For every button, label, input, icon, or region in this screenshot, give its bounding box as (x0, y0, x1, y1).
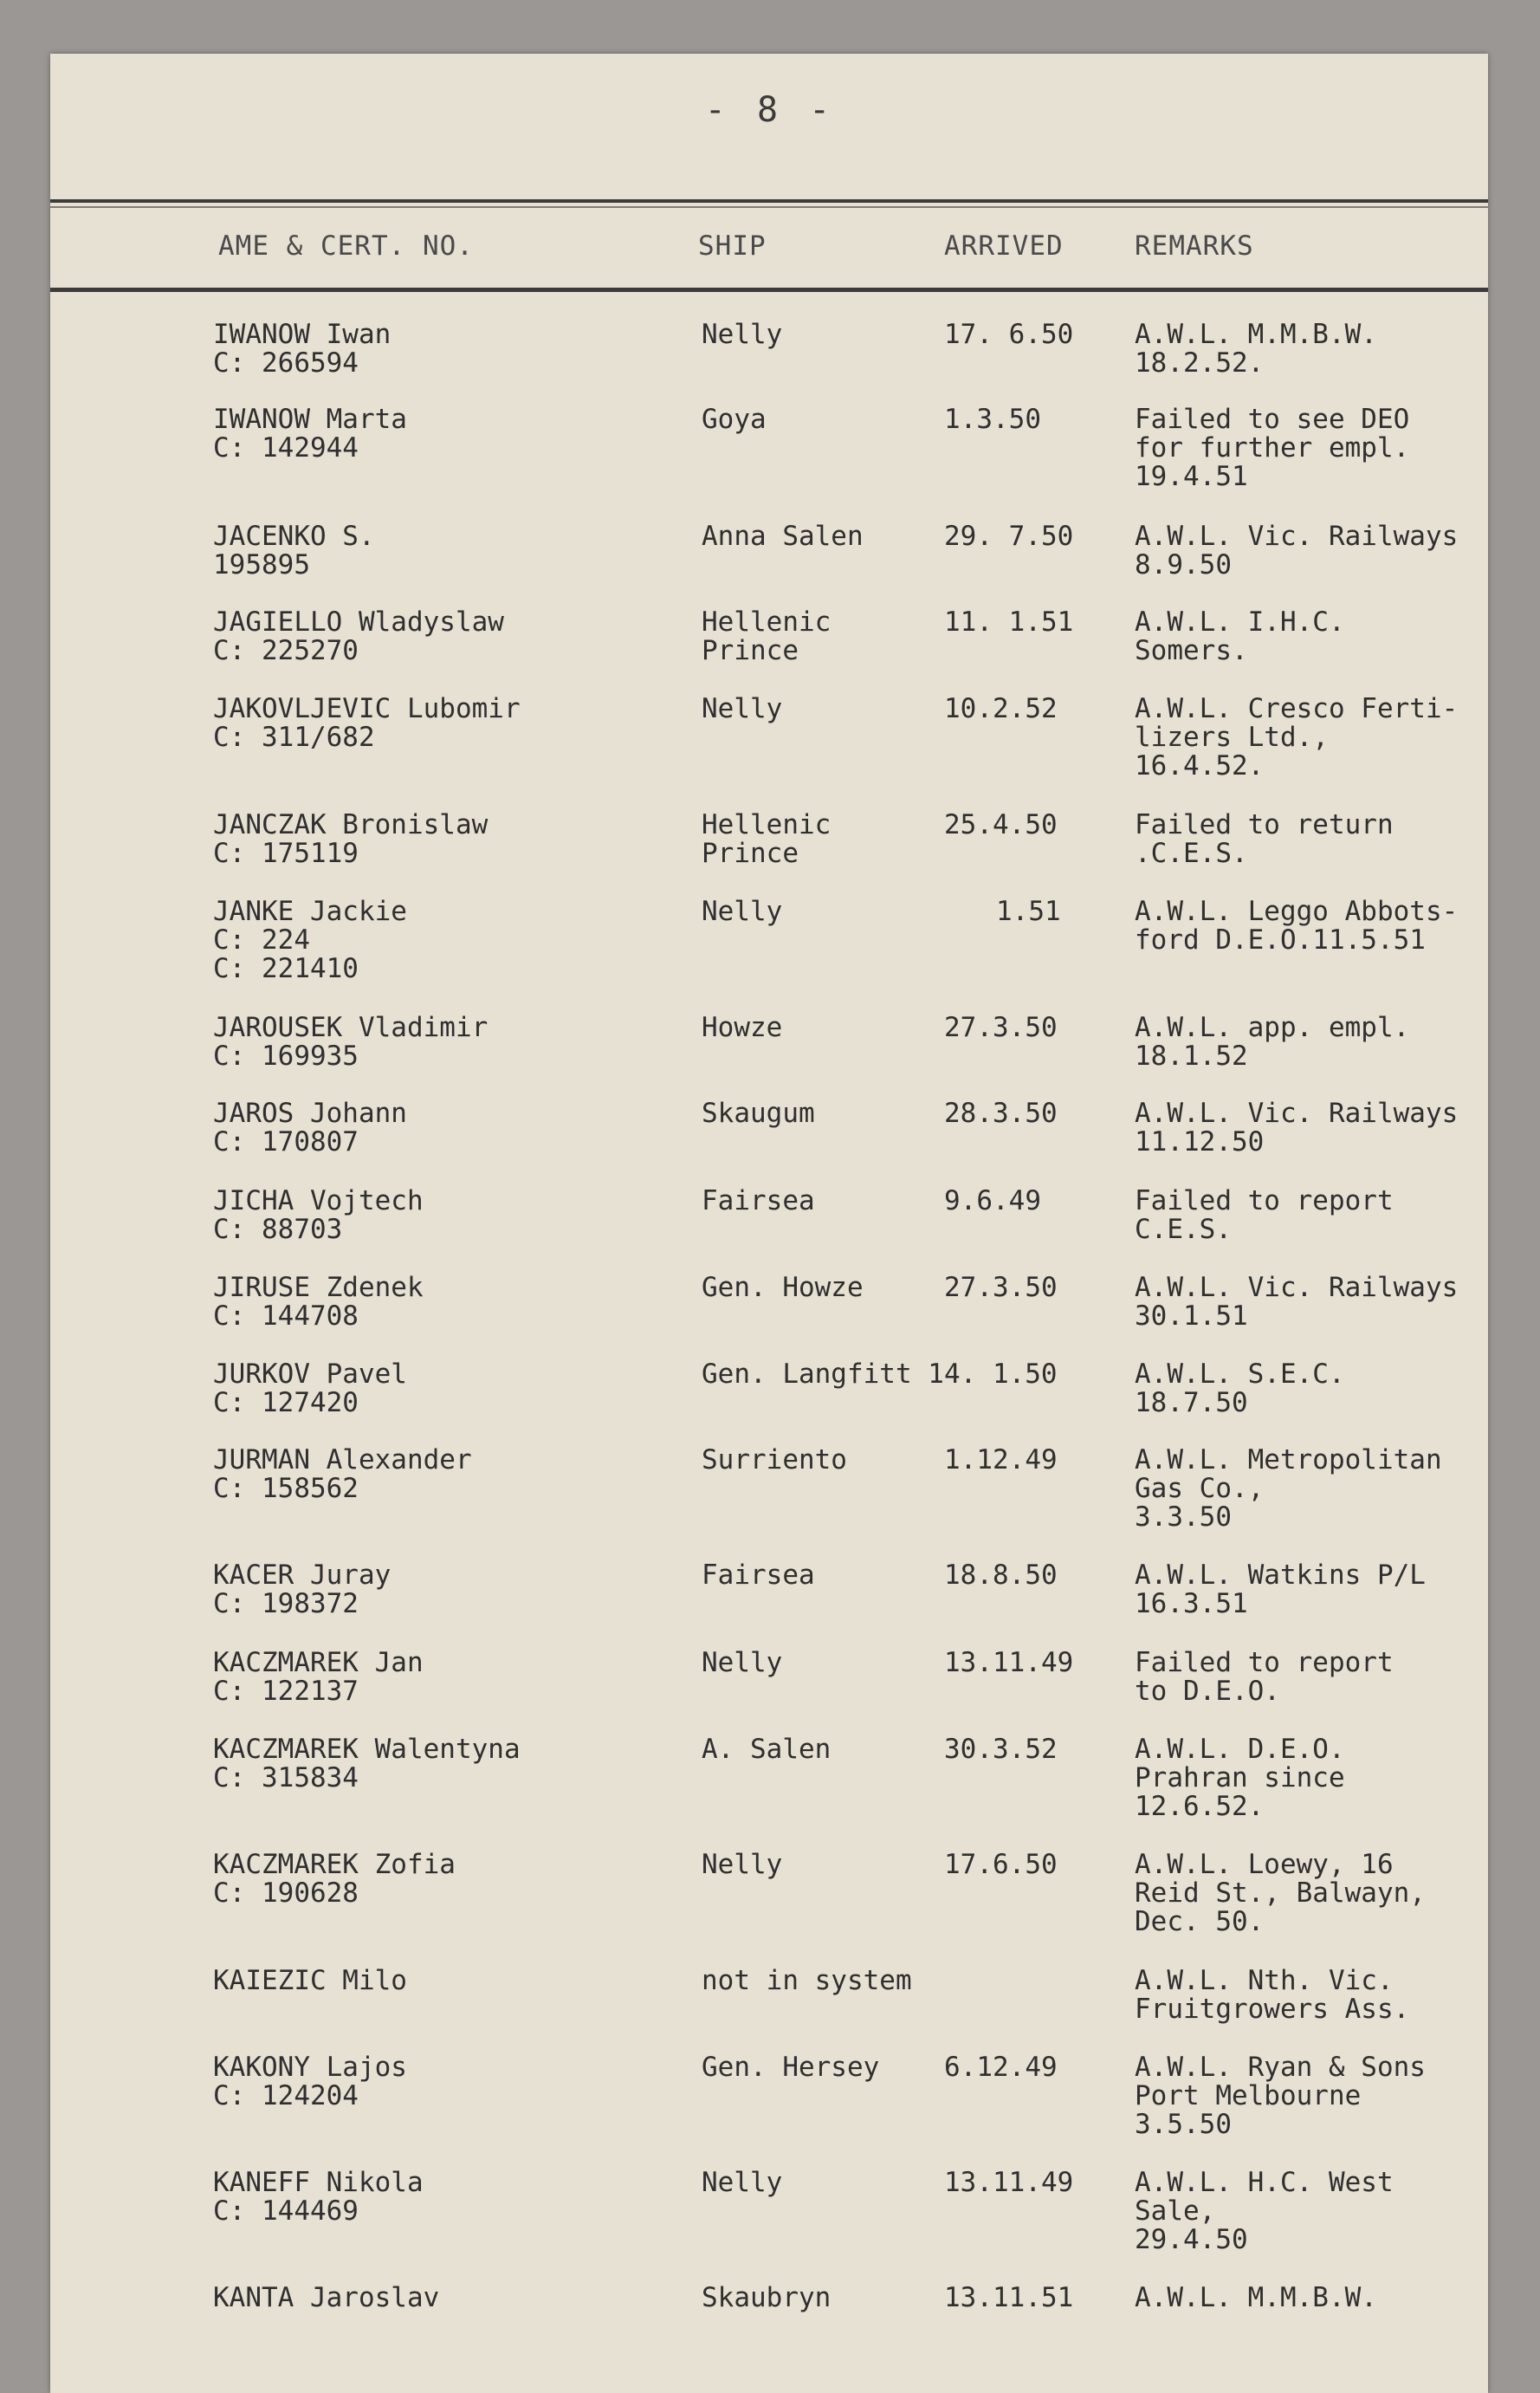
record-ship (702, 1446, 847, 1475)
record-name-line: C: 124204 (213, 2080, 359, 2111)
record-arrived: 13.11.49 (944, 1647, 1074, 1678)
header-arrived: ARRIVED (944, 230, 1064, 262)
record-arrived: 1.3.50 (944, 404, 1041, 435)
record-remarks-line: 18.2.52. (1135, 347, 1265, 379)
record-remarks-line: 3.5.50 (1135, 2109, 1232, 2140)
record-remarks-line: 8.9.50 (1135, 549, 1232, 580)
record-ship-line: Howze (702, 1012, 783, 1043)
record-remarks-line: A.W.L. H.C. West (1135, 2167, 1394, 2198)
record-name (213, 1649, 424, 1706)
record-remarks-line: 30.1.51 (1135, 1300, 1248, 1332)
record-name-line: JAGIELLO Wladyslaw (213, 606, 504, 638)
record-ship-line: Surriento (702, 1444, 847, 1475)
record-name-line: KACER Juray (213, 1560, 391, 1591)
record-ship-line: Nelly (702, 319, 783, 350)
record-name-line: C: 170807 (213, 1126, 359, 1158)
record-remarks-line: A.W.L. Metropolitan (1135, 1444, 1442, 1475)
record-ship-line: A. Salen (702, 1734, 831, 1765)
record-ship (702, 608, 831, 665)
record-ship-line: Gen. Hersey (702, 2052, 880, 2083)
record-remarks (1135, 1649, 1394, 1706)
top-rule-secondary (50, 206, 1488, 208)
record-name-line: C: 198372 (213, 1588, 359, 1619)
record-arrived: 13.11.51 (944, 2282, 1074, 2313)
record-ship (702, 1561, 815, 1590)
record-name-line: KACZMAREK Zofia (213, 1849, 456, 1880)
record-ship (702, 1274, 864, 1302)
record-ship (702, 2053, 879, 2082)
record-ship (702, 2284, 831, 2312)
record-remarks (1135, 1561, 1426, 1618)
record-remarks-line: A.W.L. Loewy, 16 (1135, 1849, 1394, 1880)
record-name (213, 2169, 424, 2226)
record-ship (702, 1099, 815, 1128)
header-ship: SHIP (698, 230, 767, 262)
record-name (213, 1735, 521, 1793)
record-ship (702, 1014, 782, 1042)
record-name-line: C: 169935 (213, 1041, 359, 1072)
record-remarks-line: A.W.L. Watkins P/L (1135, 1560, 1426, 1591)
record-name-line: C: 122137 (213, 1676, 359, 1707)
record-ship-line: Prince (702, 838, 799, 869)
record-name (213, 1967, 407, 1995)
record-name-line: C: 315834 (213, 1762, 359, 1793)
record-arrived: 11. 1.51 (944, 606, 1074, 638)
record-name-line: IWANOW Marta (213, 404, 407, 435)
record-remarks-line: Dec. 50. (1135, 1906, 1265, 1937)
record-remarks-line: 12.6.52. (1135, 1791, 1265, 1822)
record-ship (702, 1735, 831, 1764)
record-name-line: 195895 (213, 549, 310, 580)
record-remarks-line: A.W.L. Cresco Ferti- (1135, 693, 1459, 724)
record-ship (702, 321, 782, 349)
record-name-line: KACZMAREK Jan (213, 1647, 424, 1678)
record-remarks (1135, 1735, 1345, 1821)
record-ship-line: Nelly (702, 693, 783, 724)
record-name-line: C: 142944 (213, 432, 359, 464)
record-remarks-line: A.W.L. Vic. Railways (1135, 1098, 1459, 1129)
record-ship-line: Fairsea (702, 1185, 815, 1216)
record-ship-line: Prince (702, 635, 799, 666)
record-name (213, 1187, 424, 1244)
record-ship-line: Nelly (702, 896, 783, 927)
record-remarks-line: lizers Ltd., (1135, 722, 1329, 753)
record-name-line: KANEFF Nikola (213, 2167, 424, 2198)
record-ship (702, 1649, 782, 1677)
record-remarks-line: A.W.L. S.E.C. (1135, 1359, 1345, 1390)
record-arrived: 18.8.50 (944, 1560, 1058, 1591)
record-name-line: C: 266594 (213, 347, 359, 379)
record-remarks (1135, 405, 1409, 491)
record-name (213, 321, 391, 378)
record-ship-line: Goya (702, 404, 767, 435)
record-name-line: C: 311/682 (213, 722, 375, 753)
record-remarks (1135, 321, 1377, 378)
record-remarks (1135, 811, 1394, 868)
record-name-line: C: 127420 (213, 1387, 359, 1418)
record-remarks-line: Sale, (1135, 2195, 1216, 2227)
record-remarks-line: .C.E.S. (1135, 838, 1248, 869)
record-name (213, 522, 375, 580)
record-remarks (1135, 608, 1345, 665)
record-remarks (1135, 1099, 1458, 1157)
record-ship (702, 522, 864, 551)
record-name-line: C: 144469 (213, 2195, 359, 2227)
record-name-line: KAIEZIC Milo (213, 1965, 407, 1996)
record-remarks-line: 16.4.52. (1135, 750, 1265, 781)
record-remarks (1135, 2284, 1377, 2312)
record-arrived: 17. 6.50 (944, 319, 1074, 350)
record-name-line: JURMAN Alexander (213, 1444, 472, 1475)
page-number: - 8 - (704, 90, 836, 130)
record-name (213, 1014, 488, 1071)
record-remarks (1135, 1851, 1426, 1936)
record-name-line: JAKOVLJEVIC Lubomir (213, 693, 521, 724)
record-name-line: C: 224 (213, 924, 310, 956)
record-remarks (1135, 522, 1458, 580)
record-remarks-line: 11.12.50 (1135, 1126, 1265, 1158)
record-remarks (1135, 695, 1458, 781)
record-remarks-line: Port Melbourne (1135, 2080, 1362, 2111)
record-remarks-line: A.W.L. app. empl. (1135, 1012, 1410, 1043)
record-name-line: C: 190628 (213, 1877, 359, 1909)
record-ship-line: Gen. Langfitt 14. 1.50 (702, 1359, 1058, 1390)
record-ship (702, 695, 782, 723)
record-remarks-line: A.W.L. Leggo Abbots- (1135, 896, 1459, 927)
record-name (213, 811, 488, 868)
record-remarks-line: ford D.E.O.11.5.51 (1135, 924, 1426, 956)
record-name (213, 1561, 391, 1618)
record-ship-line: Nelly (702, 1849, 783, 1880)
record-ship (702, 2169, 782, 2197)
record-arrived: 10.2.52 (944, 693, 1058, 724)
record-name-line: JAROS Johann (213, 1098, 407, 1129)
record-ship (702, 405, 767, 434)
record-name-line: JAROUSEK Vladimir (213, 1012, 489, 1043)
record-remarks (1135, 1967, 1409, 2024)
record-remarks-line: Gas Co., (1135, 1473, 1265, 1504)
record-ship-line: Anna Salen (702, 521, 864, 552)
record-name-line: C: 175119 (213, 838, 359, 869)
record-ship (702, 1967, 912, 1995)
record-remarks-line: A.W.L. M.M.B.W. (1135, 2282, 1377, 2313)
record-name-line: C: 225270 (213, 635, 359, 666)
record-remarks-line: A.W.L. Ryan & Sons (1135, 2052, 1426, 2083)
record-remarks (1135, 1187, 1394, 1244)
record-name-line: JICHA Vojtech (213, 1185, 424, 1216)
record-remarks (1135, 1274, 1458, 1331)
record-remarks-line: to D.E.O. (1135, 1676, 1280, 1707)
record-ship (702, 811, 831, 868)
record-arrived: 1.51 (996, 896, 1061, 927)
record-remarks (1135, 1446, 1442, 1532)
record-name (213, 695, 521, 752)
record-remarks-line: A.W.L. Nth. Vic. (1135, 1965, 1394, 1996)
record-name (213, 1274, 424, 1331)
record-remarks-line: for further empl. (1135, 432, 1410, 464)
record-name-line: KANTA Jaroslav (213, 2282, 440, 2313)
record-name-line: JURKOV Pavel (213, 1359, 407, 1390)
record-name (213, 608, 504, 665)
record-ship (702, 1360, 1058, 1389)
header-rule (50, 288, 1488, 292)
record-remarks-line: 18.1.52 (1135, 1041, 1248, 1072)
record-ship-line: Skaugum (702, 1098, 815, 1129)
record-ship (702, 898, 782, 926)
record-remarks (1135, 1014, 1409, 1071)
record-name-line: C: 88703 (213, 1214, 343, 1245)
top-rule (50, 199, 1488, 203)
header-remarks: REMARKS (1135, 230, 1254, 262)
record-name-line: C: 144708 (213, 1300, 359, 1332)
record-remarks-line: 16.3.51 (1135, 1588, 1248, 1619)
record-remarks-line: Failed to return (1135, 809, 1394, 840)
record-remarks (1135, 2053, 1426, 2139)
record-remarks-line: 18.7.50 (1135, 1387, 1248, 1418)
record-name (213, 1446, 472, 1503)
record-arrived: 25.4.50 (944, 809, 1058, 840)
record-arrived: 27.3.50 (944, 1012, 1058, 1043)
record-name-line: KACZMAREK Walentyna (213, 1734, 521, 1765)
record-name-line: C: 158562 (213, 1473, 359, 1504)
record-arrived: 30.3.52 (944, 1734, 1058, 1765)
record-ship-line: Hellenic (702, 809, 831, 840)
record-arrived: 6.12.49 (944, 2052, 1058, 2083)
record-name (213, 2284, 439, 2312)
record-ship-line: Skaubryn (702, 2282, 831, 2313)
record-arrived: 28.3.50 (944, 1098, 1058, 1129)
record-arrived: 29. 7.50 (944, 521, 1074, 552)
record-ship-line: Nelly (702, 2167, 783, 2198)
record-name-line: JACENKO S. (213, 521, 375, 552)
header-name: AME & CERT. NO. (218, 230, 474, 262)
record-arrived: 13.11.49 (944, 2167, 1074, 2198)
record-ship (702, 1851, 782, 1879)
record-remarks-line: Reid St., Balwayn, (1135, 1877, 1426, 1909)
record-name-line: IWANOW Iwan (213, 319, 391, 350)
record-arrived: 1.12.49 (944, 1444, 1058, 1475)
record-arrived: 9.6.49 (944, 1185, 1041, 1216)
record-remarks-line: Somers. (1135, 635, 1248, 666)
record-remarks-line: Failed to report (1135, 1185, 1394, 1216)
record-name-line: JANCZAK Bronislaw (213, 809, 489, 840)
record-name (213, 898, 407, 983)
record-remarks-line: A.W.L. D.E.O. (1135, 1734, 1345, 1765)
record-remarks-line: A.W.L. M.M.B.W. (1135, 319, 1377, 350)
record-name (213, 1851, 456, 1908)
record-arrived: 17.6.50 (944, 1849, 1058, 1880)
record-name-line: C: 221410 (213, 953, 359, 984)
record-remarks-line: Prahran since (1135, 1762, 1345, 1793)
record-name-line: JIRUSE Zdenek (213, 1272, 424, 1303)
record-name-line: JANKE Jackie (213, 896, 407, 927)
record-ship-line: Fairsea (702, 1560, 815, 1591)
record-arrived: 27.3.50 (944, 1272, 1058, 1303)
record-remarks (1135, 1360, 1345, 1417)
record-remarks-line: 19.4.51 (1135, 461, 1248, 492)
record-name (213, 405, 407, 463)
record-remarks-line: C.E.S. (1135, 1214, 1232, 1245)
record-remarks-line: 3.3.50 (1135, 1501, 1232, 1533)
record-remarks-line: Failed to report (1135, 1647, 1394, 1678)
record-remarks (1135, 898, 1458, 955)
record-name (213, 2053, 407, 2111)
record-ship (702, 1187, 815, 1216)
record-name (213, 1360, 407, 1417)
record-remarks-line: A.W.L. I.H.C. (1135, 606, 1345, 638)
record-name-line: KAKONY Lajos (213, 2052, 407, 2083)
record-remarks (1135, 2169, 1394, 2254)
record-ship-line: Nelly (702, 1647, 783, 1678)
record-ship-line: Gen. Howze (702, 1272, 864, 1303)
record-name (213, 1099, 407, 1157)
record-remarks-line: A.W.L. Vic. Railways (1135, 1272, 1459, 1303)
record-remarks-line: A.W.L. Vic. Railways (1135, 521, 1459, 552)
record-ship-line: not in system (702, 1965, 912, 1996)
record-remarks-line: 29.4.50 (1135, 2224, 1248, 2255)
record-remarks-line: Failed to see DEO (1135, 404, 1410, 435)
record-remarks-line: Fruitgrowers Ass. (1135, 1994, 1410, 2025)
record-ship-line: Hellenic (702, 606, 831, 638)
